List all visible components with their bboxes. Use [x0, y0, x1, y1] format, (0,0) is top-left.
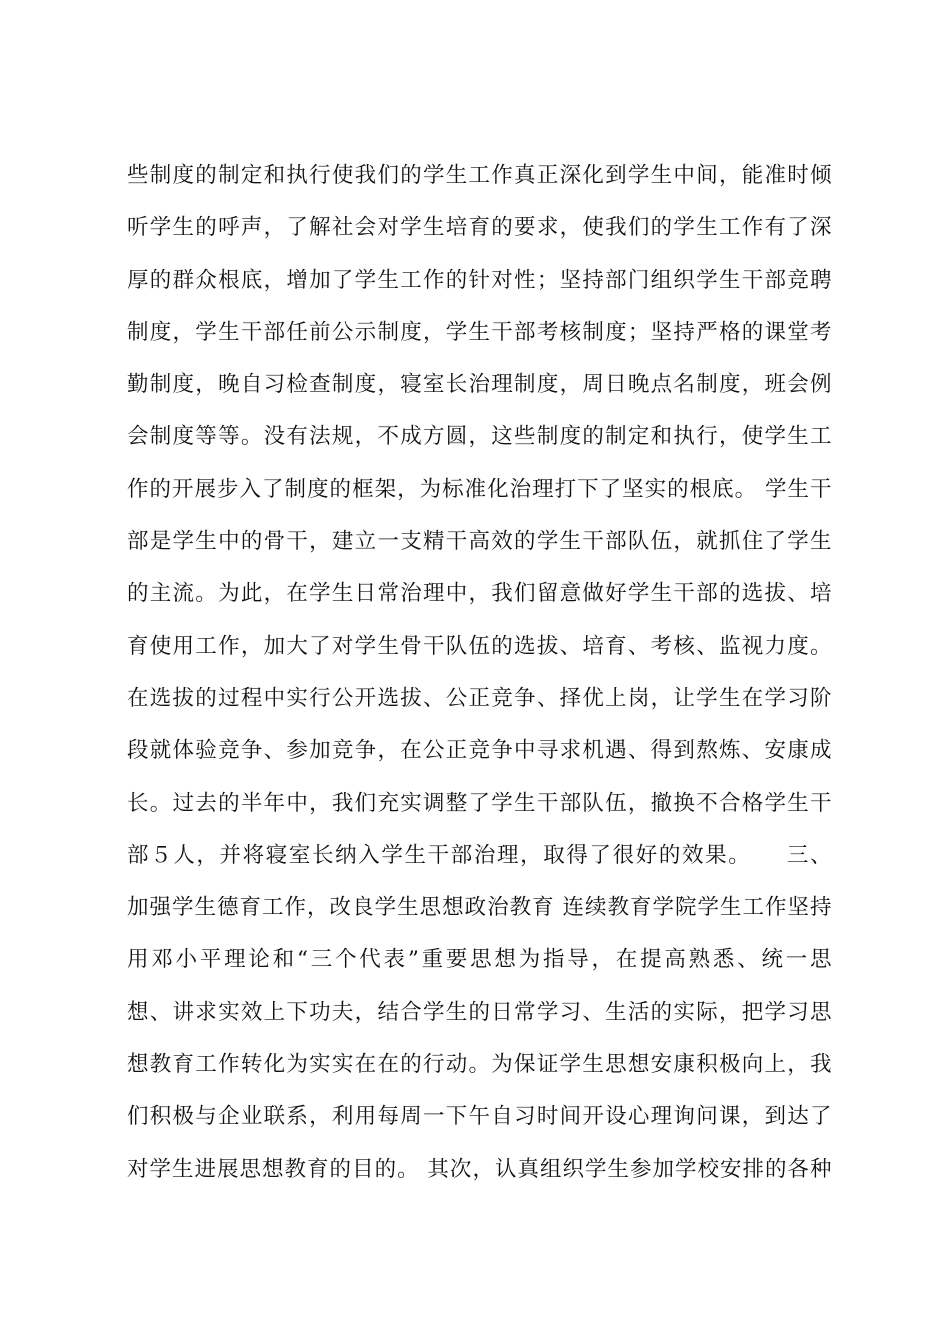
text-line: 的主流。为此，在学生日常治理中，我们留意做好学生干部的选拔、培 — [127, 581, 832, 607]
text-line: 段就体验竞争、参加竞争，在公正竞争中寻求机遇、得到熬炼、安康成 — [127, 738, 832, 764]
text-line: 制度，学生干部任前公示制度，学生干部考核制度；坚持严格的课堂考 — [127, 319, 832, 345]
text-line: 厚的群众根底，增加了学生工作的针对性；坚持部门组织学生干部竞聘 — [127, 267, 832, 293]
text-line: 用邓小平理论和“三个代表”重要思想为指导，在提高熟悉、统一思 — [127, 947, 832, 973]
text-line: 加强学生德育工作，改良学生思想政治教育 连续教育学院学生工作坚持 — [127, 895, 832, 921]
text-line: 对学生进展思想教育的目的。 其次，认真组织学生参加学校安排的各种 — [127, 1156, 832, 1182]
body-paragraph — [127, 150, 832, 1196]
text-line: 勤制度，晚自习检查制度，寝室长治理制度，周日晚点名制度，班会例 — [127, 372, 832, 398]
text-line: 部是学生中的骨干，建立一支精干高效的学生干部队伍，就抓住了学生 — [127, 529, 832, 555]
text-line: 想、讲求实效上下功夫，结合学生的日常学习、生活的实际，把学习思 — [127, 999, 832, 1025]
text-line: 部５人，并将寝室长纳入学生干部治理，取得了很好的效果。 三、 — [127, 842, 832, 868]
text-line: 育使用工作，加大了对学生骨干队伍的选拔、培育、考核、监视力度。 — [127, 633, 832, 659]
text-line: 们积极与企业联系，利用每周一下午自习时间开设心理询问课，到达了 — [127, 1104, 832, 1130]
text-line: 听学生的呼声，了解社会对学生培育的要求，使我们的学生工作有了深 — [127, 215, 832, 241]
text-line: 在选拔的过程中实行公开选拔、公正竞争、择优上岗，让学生在学习阶 — [127, 685, 832, 711]
text-line: 会制度等等。没有法规，不成方圆，这些制度的制定和执行，使学生工 — [127, 424, 832, 450]
text-line: 作的开展步入了制度的框架，为标准化治理打下了坚实的根底。 学生干 — [127, 476, 832, 502]
text-line: 长。过去的半年中，我们充实调整了学生干部队伍，撤换不合格学生干 — [127, 790, 832, 816]
text-line: 想教育工作转化为实实在在的行动。为保证学生思想安康积极向上，我 — [127, 1052, 832, 1078]
text-line: 些制度的制定和执行使我们的学生工作真正深化到学生中间，能准时倾 — [127, 163, 832, 188]
